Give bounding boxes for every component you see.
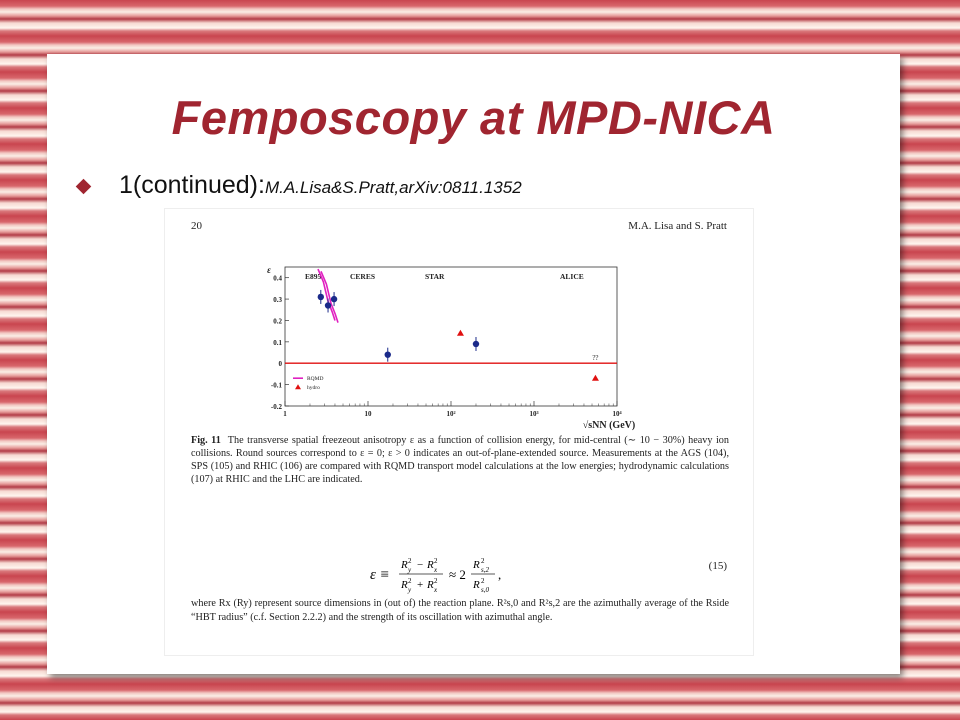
- y-tick-label: -0.1: [270, 381, 282, 390]
- svg-text:2: 2: [481, 577, 485, 585]
- bullet-main: 1(continued):: [119, 171, 265, 199]
- svg-text:R: R: [427, 559, 434, 571]
- svg-text:2: 2: [408, 577, 412, 585]
- svg-text:y: y: [408, 566, 412, 574]
- y-tick-label: 0.1: [273, 338, 282, 347]
- svg-text:R: R: [401, 579, 408, 591]
- svg-text:2: 2: [434, 577, 438, 585]
- svg-text:+: +: [417, 579, 424, 591]
- figure-caption: [191, 434, 729, 486]
- data-point: [473, 341, 479, 347]
- slide: [47, 54, 900, 674]
- y-tick-label: 0: [278, 360, 282, 369]
- y-tick-label: 0.3: [273, 296, 282, 305]
- plot-frame: [285, 267, 617, 406]
- equation-15: [165, 554, 753, 594]
- svg-text:≈ 2: ≈ 2: [449, 567, 466, 582]
- svg-text:−: −: [417, 559, 424, 571]
- paper-excerpt-image: [164, 208, 754, 656]
- equation-number: (15): [708, 560, 727, 572]
- x-axis-label: √sNN (GeV): [582, 420, 636, 431]
- x-tick-label: 1: [283, 410, 287, 418]
- svg-text:,: ,: [498, 567, 502, 582]
- x-tick-label: 10²: [446, 410, 456, 418]
- svg-text:x: x: [434, 586, 438, 594]
- svg-text:R: R: [401, 559, 408, 571]
- legend-hydro-swatch: [295, 384, 301, 389]
- y-axis-label: ε: [267, 265, 271, 275]
- legend-label: RQMD: [307, 376, 324, 383]
- svg-text:R: R: [473, 559, 480, 571]
- y-tick-label: 0.4: [273, 274, 282, 283]
- x-tick-label: 10⁴: [612, 410, 622, 418]
- svg-text:2: 2: [481, 557, 485, 565]
- caption-text: The transverse spatial freezeout anisotropy ε as a function of collision energy, for mid-central (∼ 10 − 30%) heavy ion collisions. Round sources correspond to ε = 0; ε > 0 indicates an out-of-plane-extended source. Measurements at the AGS (104), SPS (105) and RHIC (106) are compared with RQMD transport model calculations at the low energies; hydrodynamic calculations (107) at RHIC and the LHC are indicated.: [191, 435, 729, 485]
- svg-text:s,0: s,0: [481, 586, 489, 594]
- svg-text:R: R: [473, 579, 480, 591]
- x-tick-label: 10³: [529, 410, 539, 418]
- y-tick-label: 0.2: [273, 317, 282, 326]
- svg-text:x: x: [434, 566, 438, 574]
- region-label: CERES: [350, 272, 376, 281]
- page-number: 20: [191, 220, 202, 232]
- svg-text:y: y: [408, 586, 412, 594]
- diamond-bullet-icon: [76, 179, 92, 195]
- svg-text:2: 2: [408, 557, 412, 565]
- svg-text:ε ≡: ε ≡: [370, 567, 390, 583]
- data-point: [318, 294, 324, 300]
- svg-text:R: R: [427, 579, 434, 591]
- anisotropy-chart: [165, 209, 753, 429]
- hydro-point: [457, 330, 464, 336]
- region-label: E895: [305, 272, 322, 281]
- y-tick-label: -0.2: [270, 403, 282, 411]
- region-label: ALICE: [560, 272, 584, 281]
- annotation-label: ??: [592, 354, 599, 363]
- data-point: [385, 351, 391, 357]
- bullet-text: [119, 171, 522, 200]
- caption-label: Fig. 11: [191, 435, 221, 446]
- data-point: [325, 302, 331, 308]
- body-paragraph: where Rx (Ry) represent source dimensions in (out of) the reaction plane. R²s,0 and R²s,2 are the azimuthally average of the Rside “HBT radius” (c.f. Section 2.2.2) and the strength of its oscillation with azimuthal angle.: [191, 598, 729, 623]
- legend-label: hydro: [307, 385, 320, 392]
- bullet-reference: M.A.Lisa&S.Pratt,arXiv:0811.1352: [264, 178, 522, 197]
- running-head: M.A. Lisa and S. Pratt: [628, 220, 727, 232]
- x-tick-label: 10: [364, 410, 372, 418]
- svg-text:2: 2: [434, 557, 438, 565]
- region-label: STAR: [425, 272, 445, 281]
- svg-text:s,2: s,2: [481, 566, 489, 574]
- hydro-point: [592, 375, 599, 381]
- data-point: [331, 296, 337, 302]
- slide-title: Femposcopy at MPD-NICA: [171, 91, 776, 144]
